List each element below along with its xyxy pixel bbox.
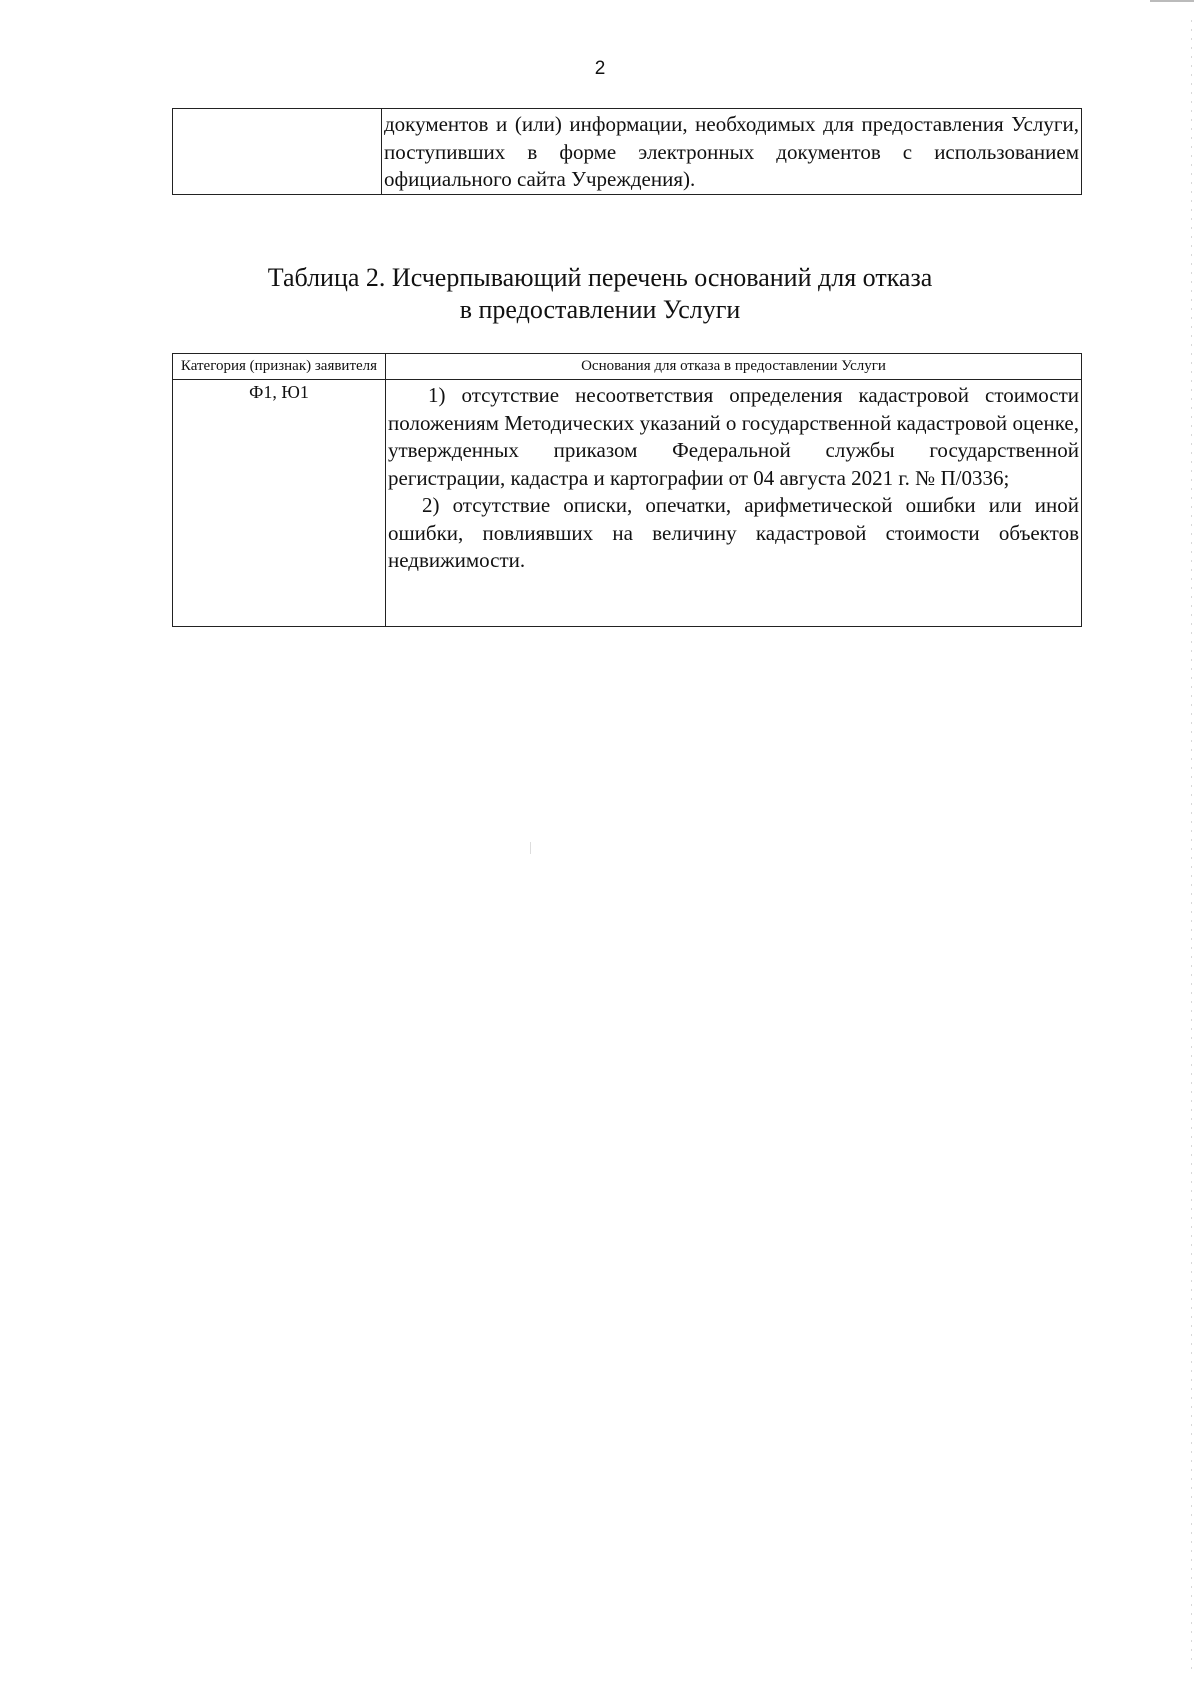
- table-row: [173, 380, 1082, 627]
- grounds-cell: [386, 380, 1082, 627]
- header-grounds: Основания для отказа в предоставлении Услуги: [386, 354, 1082, 380]
- header-row: [173, 354, 1082, 380]
- refusal-grounds-table: [172, 353, 1082, 627]
- continuation-text: документов и (или) информации, необходимых для предоставления Услуги, поступивших в форме электронных документов с использованием официального сайта Учреждения).: [382, 109, 1082, 195]
- scan-artifact: [1150, 0, 1194, 2]
- continuation-table: [172, 108, 1082, 195]
- ground-item-1: 1) отсутствие несоответствия определения кадастровой стоимости положениям Методических указаний о государственной кадастровой оценке, утвержденных приказом Федеральной службы государственной регистрации, кадастра и картографии от 04 августа 2021 г. № П/0336;: [388, 383, 1079, 490]
- ground-item-2: 2) отсутствие описки, опечатки, арифметической ошибки или иной ошибки, повлиявших на величину кадастровой стоимости объектов недвижимости.: [388, 493, 1079, 572]
- table-row: [173, 109, 1082, 195]
- category-cell: Ф1, Ю1: [173, 380, 386, 627]
- page-number: 2: [594, 58, 606, 79]
- scan-speck: [530, 842, 531, 854]
- table-caption: [0, 262, 1200, 326]
- caption-line-1: Таблица 2. Исчерпывающий перечень оснований для отказа: [267, 263, 933, 292]
- caption-line-2: в предоставлении Услуги: [459, 295, 741, 324]
- empty-cell: [173, 109, 382, 195]
- header-category: Категория (признак) заявителя: [173, 354, 386, 380]
